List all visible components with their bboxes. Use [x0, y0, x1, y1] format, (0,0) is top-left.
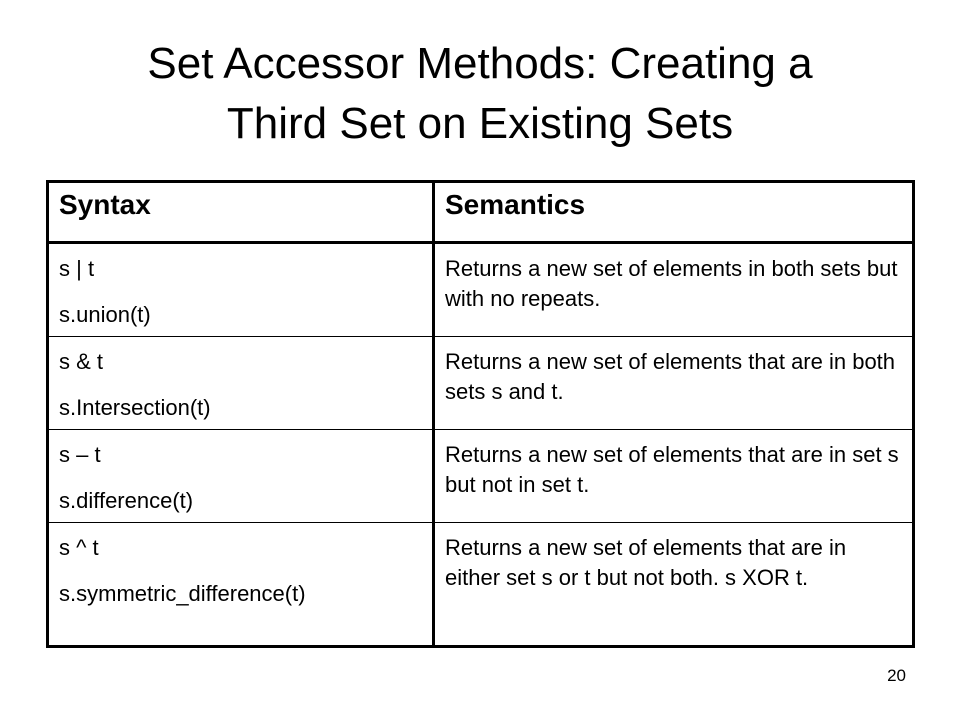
syntax-cell: [48, 243, 434, 337]
syntax-method: s.Intersection(t): [59, 395, 211, 420]
syntax-operator: s & t: [59, 349, 104, 374]
table-row: [48, 430, 914, 523]
slide-title-line-1: Set Accessor Methods: Creating a: [147, 39, 813, 88]
table-row: [48, 243, 914, 337]
slide-title: [40, 34, 920, 154]
syntax-method: s.difference(t): [59, 488, 194, 513]
table-header-row: [48, 182, 914, 243]
syntax-cell: [48, 523, 434, 647]
slide-title-line-2: Third Set on Existing Sets: [226, 99, 734, 148]
page-number: 20: [887, 666, 906, 685]
syntax-operator: s – t: [59, 442, 101, 467]
syntax-cell: [48, 337, 434, 430]
syntax-method: s.symmetric_difference(t): [59, 581, 306, 606]
semantics-cell: Returns a new set of elements that are in both sets s and t.: [434, 337, 914, 430]
syntax-operator: s ^ t: [59, 535, 99, 560]
semantics-cell: Returns a new set of elements in both sets but with no repeats.: [434, 243, 914, 337]
syntax-method: s.union(t): [59, 302, 151, 327]
methods-table-container: [46, 180, 912, 648]
set-methods-table: [46, 180, 915, 648]
semantics-cell: Returns a new set of elements that are in set s but not in set t.: [434, 430, 914, 523]
table-row: [48, 337, 914, 430]
syntax-operator: s | t: [59, 256, 95, 281]
table-row: [48, 523, 914, 647]
header-syntax: Syntax: [48, 182, 434, 243]
header-semantics: Semantics: [434, 182, 914, 243]
syntax-cell: [48, 430, 434, 523]
semantics-cell: Returns a new set of elements that are in either set s or t but not both. s XOR t.: [434, 523, 914, 647]
